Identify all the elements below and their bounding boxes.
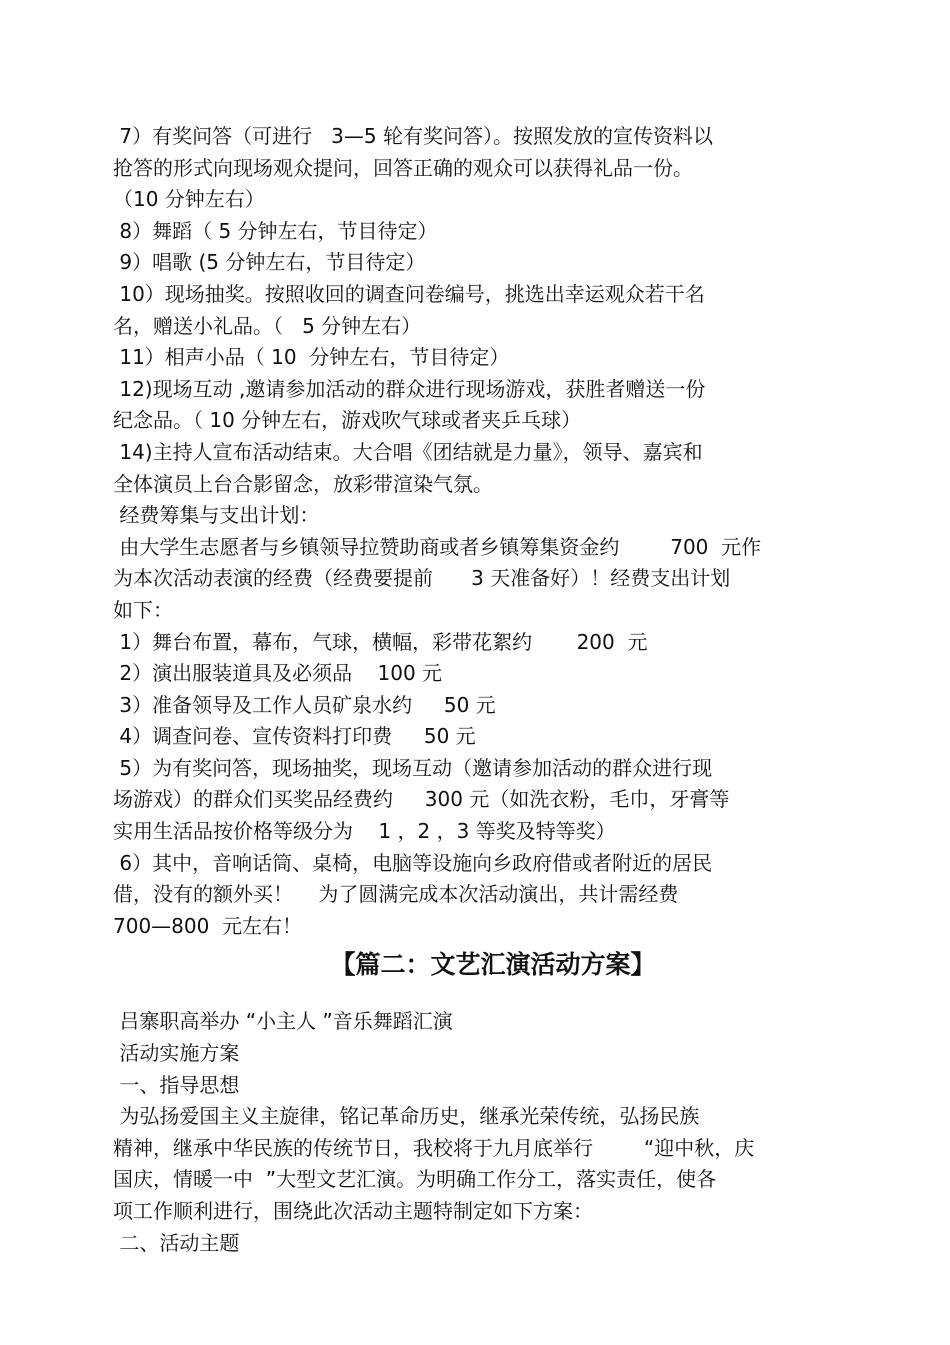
text-line: 如下： [113,597,173,622]
text-line: 国庆，情暖一中 ”大型文艺汇演。为明确工作分工，落实责任，使各 [113,1167,717,1192]
text-line: 场游戏）的群众们买奖品经费约 300 元（如洗衣粉，毛巾，牙膏等 [113,787,730,812]
text-line: 吕寨职高举办 “小主人 ”音乐舞蹈汇演 [113,1009,453,1034]
text-line: 抢答的形式向现场观众提问，回答正确的观众可以获得礼品一份。 [113,155,693,180]
text-line: 12)现场互动 ,邀请参加活动的群众进行现场游戏，获胜者赠送一份 [113,376,706,401]
text-line: 项工作顺利进行，围绕此次活动主题特制定如下方案： [113,1199,593,1223]
text-line: 5）为有奖问答，现场抽奖，现场互动（邀请参加活动的群众进行现 [113,755,713,780]
text-line: 9）唱歌 (5 分钟左右，节目待定） [113,250,426,275]
text-line: 3）准备领导及工作人员矿泉水约 50 元 [113,692,496,717]
text-line: 实用生活品按价格等级分为 1 ，2 ，3 等奖及特等奖） [113,819,616,844]
text-line: 经费筹集与支出计划： [113,503,320,528]
text-line: 一、指导思想 [113,1072,240,1097]
section-heading: 【篇二：文艺汇演活动方案】 [330,950,656,980]
paragraph-block-before [113,121,833,942]
text-line: 2）演出服装道具及必须品 100 元 [113,661,443,686]
document-body [113,121,833,1259]
text-line: 11）相声小品（ 10 分钟左右，节目待定） [113,345,510,370]
text-line: 10）现场抽奖。按照收回的调查问卷编号，挑选出幸运观众若干名 [113,281,705,306]
text-line: 由大学生志愿者与乡镇领导拉赞助商或者乡镇筹集资金约 700 元作 [113,534,762,559]
text-line: 精神，继承中华民族的传统节日，我校将于九月底举行 “迎中秋，庆 [113,1135,755,1160]
text-line: 7）有奖问答（可进行 3—5 轮有奖问答）。按照发放的宣传资料以 [113,124,713,148]
text-line: （10 分钟左右） [113,187,265,212]
paragraph-block-after [113,1006,833,1259]
text-line: 1）舞台布置，幕布，气球，横幅，彩带花絮约 200 元 [113,629,648,654]
text-line: 全体演员上台合影留念，放彩带渲染气氛。 [113,471,493,496]
text-line: 活动实施方案 [113,1041,240,1066]
text-line: 为本次活动表演的经费（经费要提前 3 天准备好）！经费支出计划 [113,566,731,591]
text-line: 6）其中，音响话筒、桌椅，电脑等设施向乡政府借或者附近的居民 [113,850,713,875]
text-line: 借，没有的额外买！ 为了圆满完成本次活动演出，共计需经费 [113,882,679,907]
text-line: 纪念品。（ 10 分钟左右，游戏吹气球或者夹乒乓球） [113,408,582,433]
text-line: 14)主持人宣布活动结束。大合唱《团结就是力量》，领导、嘉宾和 [113,439,703,464]
text-line: 二、活动主题 [113,1230,240,1255]
text-line: 名，赠送小礼品。（ 5 分钟左右） [113,313,422,338]
text-line: 700—800 元左右！ [113,913,303,938]
text-line: 8）舞蹈（ 5 分钟左右，节目待定） [113,218,438,243]
text-line: 为弘扬爱国主义主旋律，铭记革命历史，继承光荣传统，弘扬民族 [113,1104,700,1129]
text-line: 4）调查问卷、宣传资料打印费 50 元 [113,724,476,749]
